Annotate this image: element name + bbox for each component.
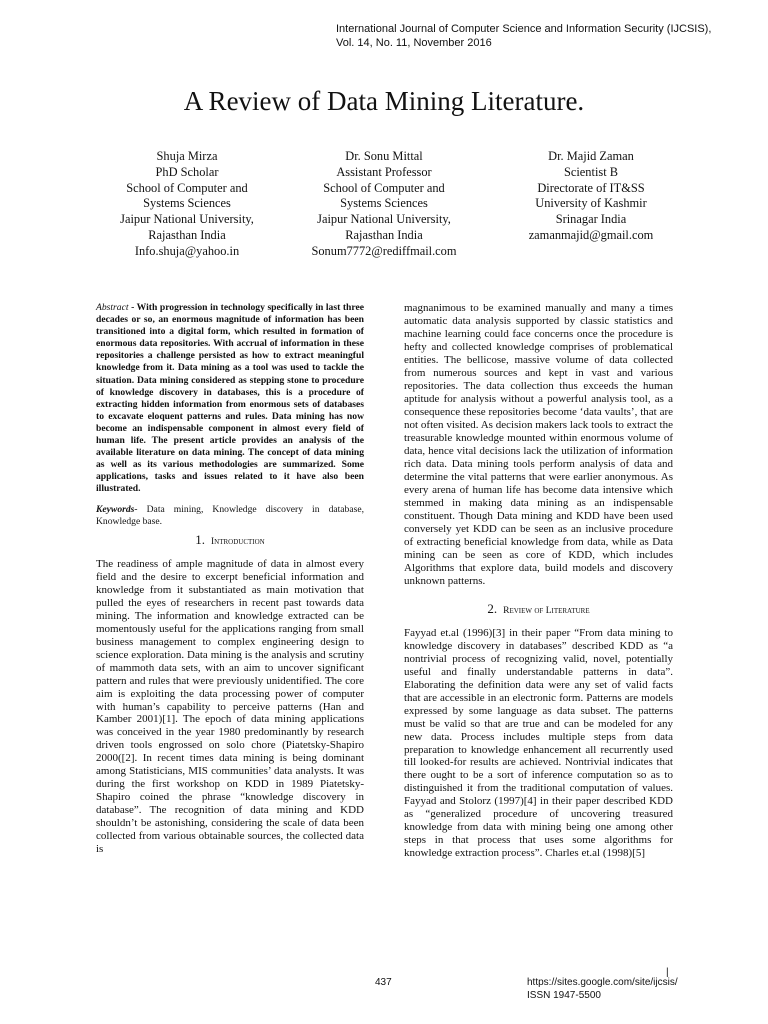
author-email: zamanmajid@gmail.com xyxy=(528,227,654,242)
author-email: Info.shuja@yahoo.in xyxy=(134,243,240,258)
paper-title: A Review of Data Mining Literature. xyxy=(183,86,585,116)
footer-url[interactable]: https://sites.google.com/site/ijcsis/ xyxy=(527,977,678,988)
author-institution: Srinagar India xyxy=(555,212,627,227)
section-number: 1. xyxy=(195,531,206,547)
author-name: Shuja Mirza xyxy=(156,149,218,163)
author-dept: Directorate of IT&SS xyxy=(537,180,645,195)
section-heading xyxy=(96,533,364,549)
section-number: 2. xyxy=(487,600,498,616)
journal-name: International Journal of Computer Science and Information Security (IJCSIS), xyxy=(336,23,712,35)
author-role: Scientist B xyxy=(563,164,619,179)
author-block xyxy=(279,149,489,260)
author-dept: School of Computer and xyxy=(323,180,445,195)
footer-issn: ISSN 1947-5500 xyxy=(527,990,601,1001)
right-column xyxy=(404,302,673,860)
abstract xyxy=(96,302,364,496)
author-role: Assistant Professor xyxy=(336,164,432,179)
abstract-label: Abstract xyxy=(96,302,129,313)
section-title: Review of Literature xyxy=(503,605,590,616)
author-institution: Jaipur National University, xyxy=(120,212,254,227)
author-dept: Systems Sciences xyxy=(340,196,428,211)
author-institution: Jaipur National University, xyxy=(317,212,451,227)
author-dept: Systems Sciences xyxy=(143,196,231,211)
body-paragraph: The readiness of ample magnitude of data in almost every field and the desire to excerpt beneficial information and knowledge from it substantiated as main motivation that pulled the eyes of researchers in recent past towards data mining. The information and knowledge extracted can be momentously useful for the applications ranging from small business management to complex engineering design to science exploration. Data mining is the analysis and scrutiny of mammoth data sets, with an aim to uncover significant pattern and rules that were previously unidentified. The core aim is exploiting the data processing power of computer with human’s capability to perceive patterns (Han and Kamber 2001)[1]. The epoch of data mining applications was conceived in the year 1980 predominantly by research driven tools engrossed on solo chore (Piatetsky-Shapiro 2000([2]. In recent times data mining is being dominant among Statisticians, MIS communities’ data analysts. It was during the first workshop on KDD in 1989 Piatetsky-Shapiro coined the phrase “knowledge discovery in database”. The recognition of data mining and KDD shouldn’t be astonishing, considering the scale of data been collected from various obtainable sources, the collected data is xyxy=(96,557,364,856)
author-email: Sonum7772@rediffmail.com xyxy=(311,243,457,258)
section-heading xyxy=(404,602,673,618)
keywords-text: Data mining, Knowledge discovery in database, Knowledge base. xyxy=(96,503,364,527)
page-number: 437 xyxy=(375,977,392,988)
author-block xyxy=(82,149,292,260)
section-title: Introduction xyxy=(211,536,265,547)
author-name: Dr. Majid Zaman xyxy=(548,149,634,163)
keywords xyxy=(96,504,364,528)
journal-header xyxy=(336,22,756,50)
author-block xyxy=(486,149,696,244)
journal-volume: Vol. 14, No. 11, November 2016 xyxy=(336,37,492,49)
author-name: Dr. Sonu Mittal xyxy=(345,149,423,163)
left-column xyxy=(96,302,364,856)
author-dept: University of Kashmir xyxy=(535,196,647,211)
body-paragraph: Fayyad et.al (1996)[3] in their paper “From data mining to knowledge discovery in databases” described KDD as “a nontrivial process of recognizing valid, novel, potentially useful and finally understandable patterns in data”. Elaborating the definition data were any set of valid facts that are accessible in an electronic form. Patterns are models expressed by some language as data subset. The patterns must be valid so that are true and can be modeled for any new data. Process includes multiple steps from data preparation to knowledge enhancement all recurrently used till looked-for results are achieved. Nontrivial indicates that there ought to be a sort of inference computation so as to distinguished it from the traditional computation of values. Fayyad and Stolorz (1997)[4] in their paper described KDD as “generalized procedure of uncovering treasured knowledge from data with mining being one among other steps in that process that uses some algorithms for knowledge extraction process”. Charles et.al (1998)[5] xyxy=(404,626,673,860)
body-paragraph: magnanimous to be examined manually and many a times automatic data analysis supported by classic statistics and machine learning could face concerns once the procedure is hefty and collected knowledge comprises of problematical entities. The bellicose, massive volume of data collected from numerous sources and kept in vast and various repositories. The data collection thus exceeds the human aptitude for analysis without a powerful analysis tool, as a consequence these repositories become ‘data vaults’, that are not often visited. As decision makers lack tools to extract the treasurable knowledge mounted within enormous volume of data, hence vital decisions lack the utilization of information rich data. Data mining tools perform analysis of data and determine the vital patterns that were earlier anonymous. As every arena of human life has become data intensive which stemmed in making data mining as an indispensable constituent. Though Data mining and KDD have been used conversely yet KDD can be seen as an inclusive procedure of extracting beneficial knowledge from data, while as Data mining can be seen as core of KDD, which includes Algorithms that explore data, build models and discovery unknown patterns. xyxy=(404,302,673,587)
author-dept: School of Computer and xyxy=(126,180,248,195)
footer-mark: | xyxy=(666,967,669,978)
author-location: Rajasthan India xyxy=(148,227,226,242)
keywords-label: Keywords- xyxy=(96,503,138,515)
abstract-text: - With progression in technology specifically in last three decades or so, an enormous magnitude of information has been transitioned into a digital form, which resulted in formation of enormous data repositories. With accrual of information in these repositories a challenge persisted as how to extract meaningful knowledge from it. Data mining as a tool was used to tackle the situation. Data mining considered as stepping stone to procedure of knowledge discovery in databases, this is a procedure of extracting hidden information from enormous sets of databases to excavate eloquent patterns and rules. Data mining has now become an indispensable component in almost every field of human life. The present article provides an analysis of the available literature on data mining. The concept of data mining as well as its various methodologies are summarized. Some applications, tasks and issues related to it have also been illustrated. xyxy=(96,302,364,495)
author-role: PhD Scholar xyxy=(155,164,219,179)
author-location: Rajasthan India xyxy=(345,227,423,242)
